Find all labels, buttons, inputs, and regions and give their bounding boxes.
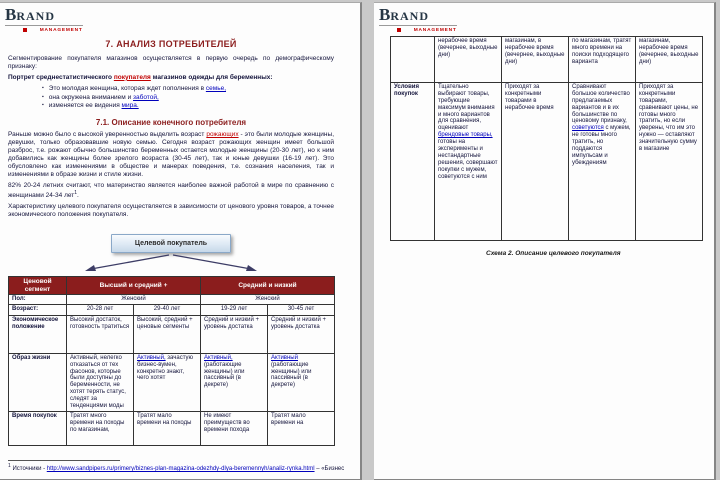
row-label: Пол: xyxy=(9,294,67,304)
footnote-link[interactable]: http://www.sandpipers.ru/primery/biznes-plan-magazina-odezhdy-dlya-beremennyh/analiz-rynka.html xyxy=(46,466,315,472)
table-row-purchase-conditions xyxy=(391,83,703,241)
bullet-tail-link: заботой, xyxy=(133,93,159,101)
logo-letter-b: B xyxy=(5,5,17,24)
bullet-square-icon: ▪ xyxy=(42,102,44,109)
cell-link-word: Активный, xyxy=(204,354,233,361)
target-buyer-box: Целевой покупатель xyxy=(111,234,231,253)
logo-letter-b: B xyxy=(379,5,391,24)
statistic-text: 82% 20-24 летних считают, что материнство является наиболее важной работой в мире по сравнению с женщинами 24-34 лет xyxy=(8,181,334,199)
brand-logo-wordmark xyxy=(5,6,83,24)
brand-logo xyxy=(379,6,457,33)
table-cell: нерабочее время (вечернее, выходные дни) xyxy=(435,37,502,83)
cell-text: готовы на эксперименты и нестандартные решения, совершают покупки с мужем, советуются с ним xyxy=(438,139,498,180)
footnote-marker: 1 xyxy=(8,463,11,469)
table-row-economic xyxy=(9,315,335,353)
footnote-label: Источники - xyxy=(10,466,47,472)
cell-text: зачастую бизнес-вумен, конкретно знают, чего хотят xyxy=(137,354,194,382)
table-cell: Тратят много времени на походы по магазинам, xyxy=(67,411,134,445)
arrowhead-left-icon xyxy=(85,265,96,271)
brand-logo-subtitle: MANAGEMENT xyxy=(414,27,457,33)
footnote-area xyxy=(8,460,344,472)
table-cell xyxy=(201,353,268,411)
chapter-title: 7. АНАЛИЗ ПОТРЕБИТЕЛЕЙ xyxy=(105,39,237,49)
portrait-intro-red-word: покупателя xyxy=(113,73,151,81)
table-row-gender xyxy=(9,294,335,304)
table-cell: магазинам, в нерабочее время (вечернее, выходные дни) xyxy=(502,37,569,83)
table-header-high-middle: Высший и средний + xyxy=(67,277,201,294)
table-cell: Приходят за конкретными товарами, сравнивают цены, не готовы много тратить, но если уверены, что им это нужно — оставляют значительную сумму в магазине xyxy=(636,83,703,241)
table-cell: Женский xyxy=(67,294,201,304)
cell-link-word: Активный xyxy=(271,354,298,361)
table-cell: Тратят мало времени на походы xyxy=(134,411,201,445)
cell-text: (работающие женщины) или пассивный (в декрете) xyxy=(271,361,312,389)
footnote xyxy=(8,463,344,472)
bullet-tail-link: семье, xyxy=(205,84,227,92)
buyer-table xyxy=(8,276,335,445)
table-header-price-segment: Ценовой сегмент xyxy=(9,277,67,294)
bullet-tail-link: мира. xyxy=(121,102,139,110)
cell-text: с мужем, не готовы много тратить, но поддаются импульсам и убеждениям xyxy=(572,125,631,166)
cell-text: Сравнивают большое количество предлагаемых вариантов и в их большинстве по ценовому признаку, xyxy=(572,84,630,125)
paragraph-characteristic: Характеристику целевого покупателя осуществляется в зависимости от ценового уровня товаров, а точнее экономического положения покупателя. xyxy=(8,202,334,218)
page-right xyxy=(374,2,716,480)
table-cell: Средний и низкий + уровень достатка xyxy=(201,315,268,353)
footnote-tail: – «Бизнес xyxy=(314,466,344,472)
table-header-row xyxy=(9,277,335,294)
page-left xyxy=(0,2,362,480)
table-cell xyxy=(268,353,335,411)
row-label: Условия покупок xyxy=(391,83,435,241)
statistic-tail: . xyxy=(77,191,79,199)
bullet-text: изменяется ее видения xyxy=(48,102,122,110)
bullet-item xyxy=(42,102,334,111)
table-cell xyxy=(435,83,502,241)
paragraph-segmentation: Сегментирование покупателя магазинов осуществляется в первую очередь по демографическому признаку: xyxy=(8,55,334,70)
arrowhead-right-icon xyxy=(246,265,257,271)
brand-logo-wordmark xyxy=(379,6,457,24)
brand-logo-subtitle: MANAGEMENT xyxy=(40,27,83,33)
logo-red-square-icon xyxy=(397,28,401,32)
row-label-empty xyxy=(391,37,435,83)
row-label: Образ жизни xyxy=(9,353,67,411)
paragraph-portrait-intro xyxy=(8,74,334,82)
portrait-intro-post: магазинов одежды для беременных: xyxy=(150,73,273,81)
table-cell: Высокий, средний + ценовые сегменты xyxy=(134,315,201,353)
table-cell: Приходят за конкретными товарами в нерабочее время xyxy=(502,83,569,241)
portrait-intro-pre: Портрет среднестатистического xyxy=(8,73,114,81)
bullet-square-icon: ▪ xyxy=(42,84,44,91)
logo-rand-text: RAND xyxy=(390,9,430,23)
table-cell: магазинам, нерабочее время (вечернее, выходные дни) xyxy=(636,37,703,83)
cell-text: (работающие женщины) или пассивный (в декрете) xyxy=(204,361,245,389)
bullet-item xyxy=(42,94,334,103)
cell-link-word: брендовые товары, xyxy=(438,132,493,139)
bullet-text: Это молодая женщина, которая ждет пополнения в xyxy=(48,84,206,92)
table-row-lifestyle xyxy=(9,353,335,411)
paragraph-statistic xyxy=(8,182,334,200)
table-cell: Не имеют преимуществ во времени похода xyxy=(201,411,268,445)
table-cell: Женский xyxy=(201,294,335,304)
table-row-shopping-time xyxy=(9,411,335,445)
table-cell: 29-40 лет xyxy=(134,304,201,315)
brand-logo-subtitle-row xyxy=(5,25,83,33)
table-cell: 20-28 лет xyxy=(67,304,134,315)
bullet-text: она окружена вниманием и xyxy=(48,93,134,101)
row-label: Время покупок xyxy=(9,411,67,445)
cell-link-word: советуются xyxy=(572,125,604,132)
bullet-item xyxy=(42,85,334,94)
table-cell: 30-45 лет xyxy=(268,304,335,315)
footnote-ref: 1 xyxy=(74,189,78,196)
table-cell xyxy=(569,83,636,241)
paragraph-age-analysis xyxy=(8,131,334,179)
age-text-post: - это были молодые женщины, девушки, только образовавшие новую семью. Сегодня возраст рожающих женщин имеет большой разброс, т.е. рожают обычно большинство беременных остается молодые женщины (20-30 лет), но к ним добавились как женщины более зрелого возраста (30-45 лет), так и юные девушки (16-19 лет). Это обусловлено как изменениями в обществе и манерах поведения, т.е. сознания населения, так и изменениями в образе жизни и стиле жизни. xyxy=(8,131,334,178)
logo-rand-text: RAND xyxy=(16,9,56,23)
brand-logo xyxy=(5,6,83,33)
bullet-square-icon: ▪ xyxy=(42,93,44,100)
table-caption: Схема 2. Описание целевого покупателя xyxy=(486,250,621,257)
cell-text: Тщательно выбирают товары, требующие максимум внимания и много вариантов для сравнения, оценивают xyxy=(438,84,495,132)
table-cell: по магазинам, тратят много времени на поиски подходящего варианта xyxy=(569,37,636,83)
row-label: Возраст: xyxy=(9,304,67,315)
table-row-age xyxy=(9,304,335,315)
portrait-bullet-list xyxy=(42,85,334,111)
brand-logo-subtitle-row xyxy=(379,25,457,33)
age-red-word: рожающих xyxy=(206,131,239,139)
table-cell xyxy=(134,353,201,411)
row-label: Экономическое положение xyxy=(9,315,67,353)
cell-link-word: Активный, xyxy=(137,354,166,361)
table-cell: 19-29 лет xyxy=(201,304,268,315)
buyer-table-continued xyxy=(390,36,703,241)
table-cell: Средний и низкий + уровень достатка xyxy=(268,315,335,353)
table-row-shopping-time-continued xyxy=(391,37,703,83)
table-cell: Высокий достаток, готовность тратиться xyxy=(67,315,134,353)
age-text-pre: Раньше можно было с высокой уверенностью выделить возраст xyxy=(8,131,207,139)
subsection-title: 7.1. Описание конечного потребителя xyxy=(95,118,247,128)
table-cell: Тратят мало времени на xyxy=(268,411,335,445)
left-page-content xyxy=(0,39,360,446)
table-cell: Активный, нелегко отказаться от тех фасонов, которые были доступны до беременности, не хотят терять статус, следят за тенденциями моды xyxy=(67,353,134,411)
diagram-arrows xyxy=(51,254,291,274)
footnote-divider xyxy=(8,460,120,461)
logo-red-square-icon xyxy=(23,28,27,32)
table-header-middle-low: Средний и низкий xyxy=(201,277,335,294)
